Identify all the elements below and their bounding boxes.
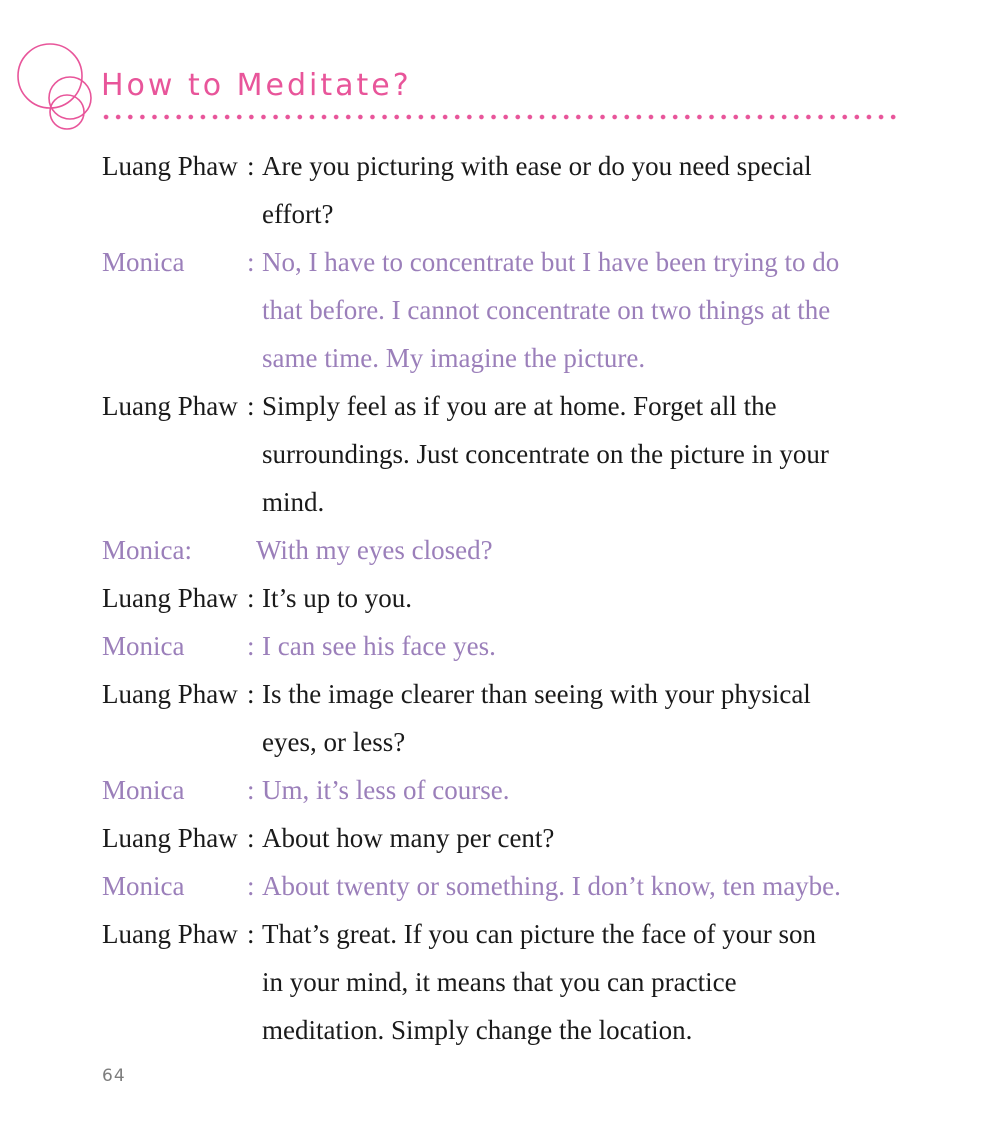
utterance-line: [247, 766, 902, 814]
speaker-separator: :: [247, 631, 255, 661]
utterance-text: meditation. Simply change the location.: [262, 1015, 693, 1045]
utterance-line: [247, 238, 902, 286]
utterance-text: that before. I cannot concentrate on two things at the: [262, 295, 831, 325]
dialogue-turn: [102, 814, 902, 862]
utterance-text: Um, it’s less of course.: [262, 775, 510, 805]
dotted-divider: [100, 113, 900, 121]
utterance-line: [262, 334, 902, 382]
speaker-name: Luang Phaw: [102, 583, 238, 613]
speaker-separator: :: [247, 151, 255, 181]
utterance-line: [247, 622, 902, 670]
utterance-text: same time. My imagine the picture.: [262, 343, 646, 373]
utterance-text: It’s up to you.: [262, 583, 413, 613]
utterance-text: About how many per cent?: [262, 823, 555, 853]
utterance-line: [247, 910, 902, 958]
utterance: [247, 910, 902, 1054]
speaker-name: Luang Phaw: [102, 919, 238, 949]
utterance: [247, 814, 902, 862]
dialogue-turn: [102, 574, 902, 622]
utterance-line: [262, 958, 902, 1006]
utterance-line: [256, 526, 902, 574]
utterance-text: Are you picturing with ease or do you need special: [262, 151, 812, 181]
utterance: [247, 622, 902, 670]
dialogue-turn: [102, 526, 902, 574]
utterance-text: I can see his face yes.: [262, 631, 496, 661]
utterance-line: [262, 430, 902, 478]
utterance-line: [262, 718, 902, 766]
overlapping-circles-icon: [14, 40, 114, 140]
page-title: How to Meditate?: [101, 68, 412, 103]
utterance-text: That’s great. If you can picture the face of your son: [262, 919, 817, 949]
speaker-name: Luang Phaw: [102, 679, 238, 709]
utterance-text: eyes, or less?: [262, 727, 406, 757]
dialogue-turn: [102, 766, 902, 814]
utterance-text: Is the image clearer than seeing with your physical: [262, 679, 811, 709]
utterance-line: [262, 1006, 902, 1054]
page-number: 64: [102, 1066, 126, 1086]
speaker-separator: :: [247, 679, 255, 709]
utterance: [247, 382, 902, 526]
utterance-line: [247, 862, 902, 910]
speaker-name: Luang Phaw: [102, 391, 238, 421]
dialogue-turn: [102, 910, 902, 1054]
utterance-text: Simply feel as if you are at home. Forget all the: [262, 391, 777, 421]
speaker-separator: :: [247, 871, 255, 901]
speaker-name: Monica: [102, 775, 185, 805]
utterance-line: [262, 478, 902, 526]
utterance: [247, 142, 902, 238]
speaker-name: Monica: [102, 871, 185, 901]
speaker-name: Monica: [102, 247, 185, 277]
utterance-line: [247, 670, 902, 718]
utterance-text: surroundings. Just concentrate on the picture in your: [262, 439, 829, 469]
utterance-text: With my eyes closed?: [256, 535, 493, 565]
dialogue-turn: [102, 670, 902, 766]
speaker-separator: :: [247, 247, 255, 277]
utterance: [247, 238, 902, 382]
utterance-line: [247, 574, 902, 622]
speaker-name: Monica:: [102, 535, 192, 565]
speaker-name: Luang Phaw: [102, 823, 238, 853]
utterance: [256, 526, 902, 574]
utterance-text: effort?: [262, 199, 334, 229]
utterance: [247, 670, 902, 766]
utterance: [247, 574, 902, 622]
utterance-line: [247, 814, 902, 862]
utterance: [247, 766, 902, 814]
utterance-line: [247, 142, 902, 190]
speaker-separator: :: [247, 823, 255, 853]
utterance-line: [247, 382, 902, 430]
speaker-separator: :: [247, 919, 255, 949]
dialogue-turn: [102, 862, 902, 910]
utterance-text: mind.: [262, 487, 325, 517]
utterance-line: [262, 190, 902, 238]
dialogue-turn: [102, 142, 902, 238]
utterance-text: No, I have to concentrate but I have been trying to do: [262, 247, 840, 277]
speaker-separator: :: [247, 775, 255, 805]
speaker-name: Monica: [102, 631, 185, 661]
utterance-text: About twenty or something. I don’t know, ten maybe.: [262, 871, 841, 901]
speaker-name: Luang Phaw: [102, 151, 238, 181]
speaker-separator: :: [247, 391, 255, 421]
dialogue-turn: [102, 238, 902, 382]
utterance-text: in your mind, it means that you can practice: [262, 967, 737, 997]
utterance: [247, 862, 902, 910]
dialogue-turn: [102, 382, 902, 526]
speaker-separator: :: [247, 583, 255, 613]
dialogue: [102, 142, 902, 1054]
utterance-line: [262, 286, 902, 334]
dialogue-turn: [102, 622, 902, 670]
